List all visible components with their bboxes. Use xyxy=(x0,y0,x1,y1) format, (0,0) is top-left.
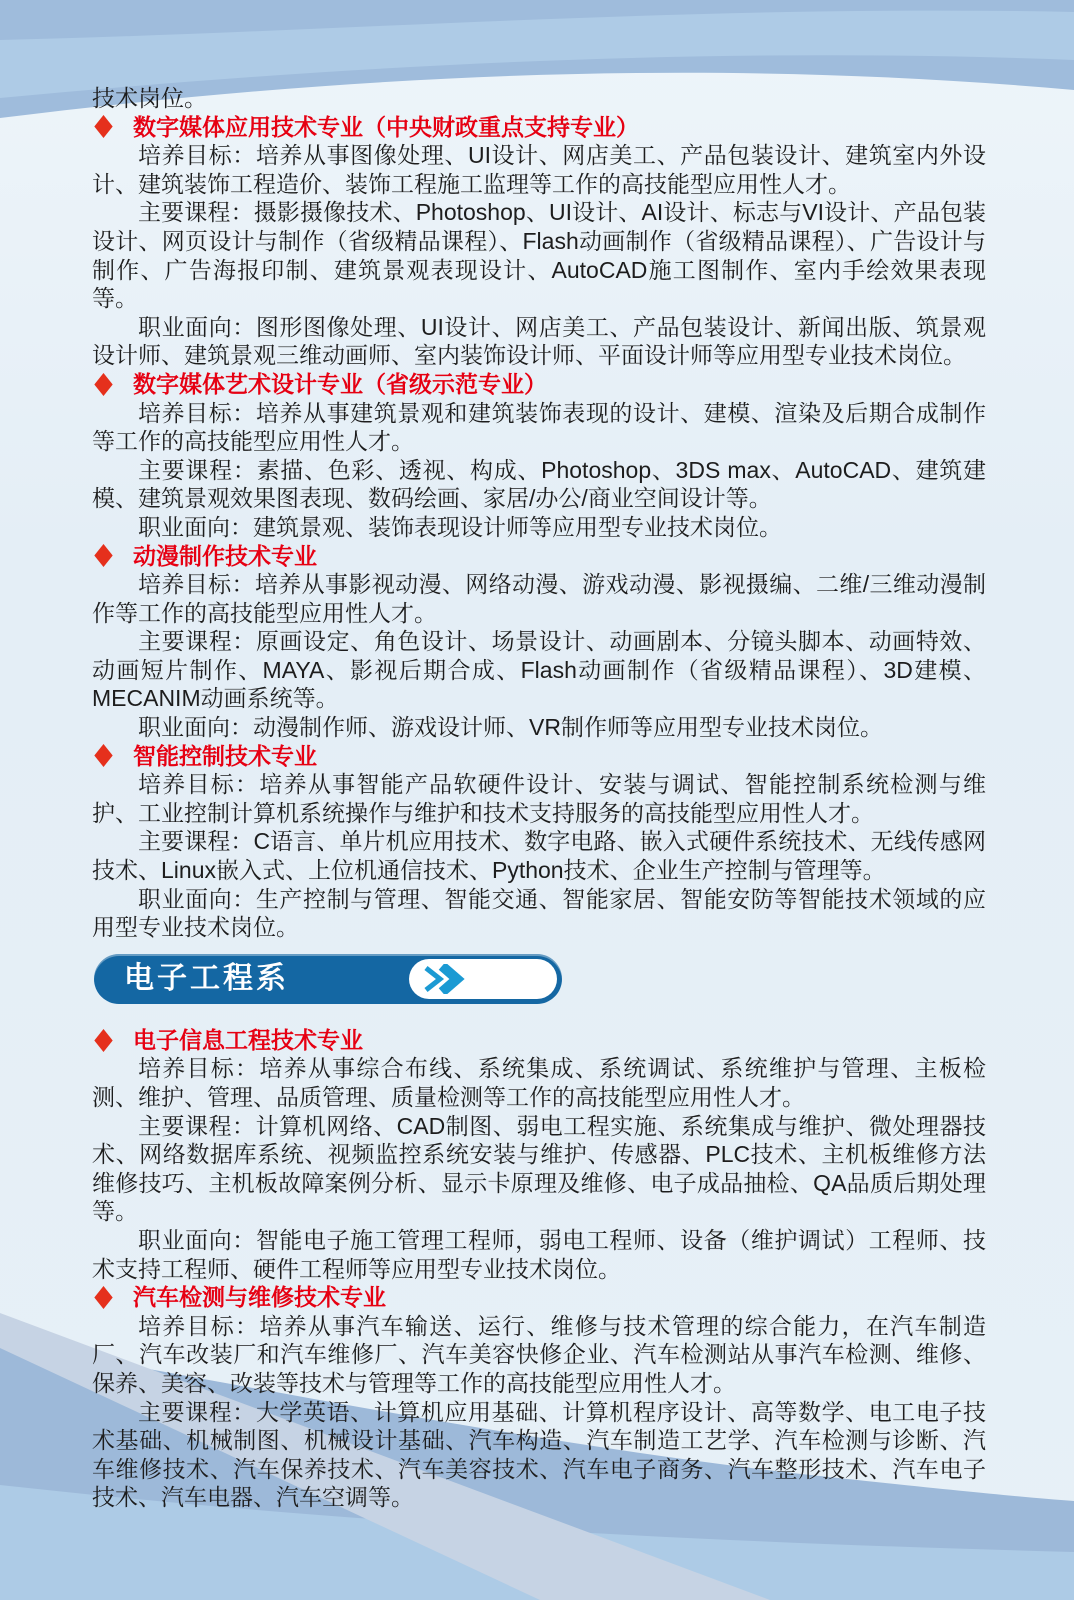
major-section xyxy=(92,113,986,370)
major-heading xyxy=(92,1283,986,1312)
major-title: 智能控制技术专业 xyxy=(133,742,317,769)
department-pill xyxy=(94,954,562,1004)
major-heading xyxy=(92,370,986,399)
major-title: 数字媒体艺术设计专业（省级示范专业） xyxy=(133,370,547,397)
diamond-bullet-icon xyxy=(94,373,112,396)
continuation-text: 技术岗位。 xyxy=(92,85,207,111)
major-title: 电子信息工程技术专业 xyxy=(133,1026,363,1053)
major-heading xyxy=(92,742,986,771)
paragraph-career-direction: 职业面向：建筑景观、装饰表现设计师等应用型专业技术岗位。 xyxy=(138,513,782,540)
paragraph-training-goal: 培养目标：培养从事图像处理、UI设计、网店美工、产品包装设计、建筑室内外设计、建筑装饰工程造价、装饰工程施工监理等工作的高技能型应用性人才。 xyxy=(92,142,986,197)
diamond-bullet-icon xyxy=(94,1029,112,1052)
diamond-bullet-icon xyxy=(94,544,112,567)
paragraph-training-goal: 培养目标：培养从事建筑景观和建筑装饰表现的设计、建模、渲染及后期合成制作等工作的高技能型应用性人才。 xyxy=(92,399,986,455)
diamond-bullet-icon xyxy=(94,1286,112,1309)
double-chevron-right-icon xyxy=(423,964,469,994)
major-section xyxy=(92,370,986,542)
paragraph-career-direction: 职业面向：动漫制作师、游戏设计师、VR制作师等应用型专业技术岗位。 xyxy=(138,714,883,741)
department-title: 电子工程系 xyxy=(124,961,289,995)
major-title: 动漫制作技术专业 xyxy=(133,542,317,569)
paragraph-main-courses: 主要课程：原画设定、角色设计、场景设计、动画剧本、分镜头脚本、动画特效、动画短片制作、MAYA、影视后期合成、Flash动画制作（省级精品课程）、3D建模、MECANIM动画系统等。 xyxy=(92,628,986,712)
major-heading xyxy=(92,542,986,571)
paragraph-training-goal: 培养目标：培养从事汽车输送、运行、维修与技术管理的综合能力，在汽车制造厂、汽车改装厂和汽车维修厂、汽车美容快修企业、汽车检测站从事汽车检测、维修、保养、美容、改装等技术与管理等工作的高技能型应用性人才。 xyxy=(92,1312,986,1396)
paragraph-career-direction: 职业面向：智能电子施工管理工程师，弱电工程师、设备（维护调试）工程师、技术支持工程师、硬件工程师等应用型专业技术岗位。 xyxy=(92,1226,986,1282)
paragraph-career-direction: 职业面向：图形图像处理、UI设计、网店美工、产品包装设计、新闻出版、筑景观设计师、建筑景观三维动画师、室内装饰设计师、平面设计师等应用型专业技术岗位。 xyxy=(92,313,986,369)
major-title: 数字媒体应用技术专业（中央财政重点支持专业） xyxy=(133,113,639,140)
paragraph-main-courses: 主要课程：大学英语、计算机应用基础、计算机程序设计、高等数学、电工电子技术基础、机械制图、机械设计基础、汽车构造、汽车制造工艺学、汽车检测与诊断、汽车维修技术、汽车保养技术、汽车美容技术、汽车电子商务、汽车整形技术、汽车电子技术、汽车电器、汽车空调等。 xyxy=(92,1398,986,1511)
page-content xyxy=(92,84,986,1512)
major-title: 汽车检测与维修技术专业 xyxy=(133,1284,386,1311)
major-section xyxy=(92,542,986,742)
paragraph-training-goal: 培养目标：培养从事综合布线、系统集成、系统调试、系统维护与管理、主板检测、维护、管理、品质管理、质量检测等工作的高技能型应用性人才。 xyxy=(92,1055,986,1110)
major-section xyxy=(92,742,986,942)
major-heading xyxy=(92,113,986,142)
diamond-bullet-icon xyxy=(94,115,112,138)
major-heading xyxy=(92,1026,986,1055)
department-banner xyxy=(94,954,986,1004)
paragraph-main-courses: 主要课程：素描、色彩、透视、构成、Photoshop、3DS max、AutoCAD、建筑建模、建筑景观效果图表现、数码绘画、家居/办公/商业空间设计等。 xyxy=(92,456,986,512)
chevron-capsule xyxy=(409,959,557,999)
paragraph-main-courses: 主要课程：摄影摄像技术、Photoshop、UI设计、AI设计、标志与VI设计、产品包装设计、网页设计与制作（省级精品课程）、Flash动画制作（省级精品课程）、广告设计与制作、广告海报印制、建筑景观表现设计、AutoCAD施工图制作、室内手绘效果表现等。 xyxy=(92,199,986,312)
diamond-bullet-icon xyxy=(94,744,112,767)
paragraph-main-courses: 主要课程：计算机网络、CAD制图、弱电工程实施、系统集成与维护、微处理器技术、网络数据库系统、视频监控系统安装与维护、传感器、PLC技术、主机板维修方法维修技巧、主机板故障案例分析、显示卡原理及维修、电子成品抽检、QA品质后期处理等。 xyxy=(92,1112,986,1225)
major-section xyxy=(92,1026,986,1283)
paragraph-main-courses: 主要课程：C语言、单片机应用技术、数字电路、嵌入式硬件系统技术、无线传感网技术、Linux嵌入式、上位机通信技术、Python技术、企业生产控制与管理等。 xyxy=(92,828,986,884)
paragraph-career-direction: 职业面向：生产控制与管理、智能交通、智能家居、智能安防等智能技术领域的应用型专业技术岗位。 xyxy=(92,885,986,941)
paragraph-training-goal: 培养目标：培养从事智能产品软硬件设计、安装与调试、智能控制系统检测与维护、工业控制计算机系统操作与维护和技术支持服务的高技能型应用性人才。 xyxy=(92,771,986,826)
major-section xyxy=(92,1283,986,1512)
paragraph-training-goal: 培养目标：培养从事影视动漫、网络动漫、游戏动漫、影视摄编、二维/三维动漫制作等工作的高技能型应用性人才。 xyxy=(92,571,986,626)
